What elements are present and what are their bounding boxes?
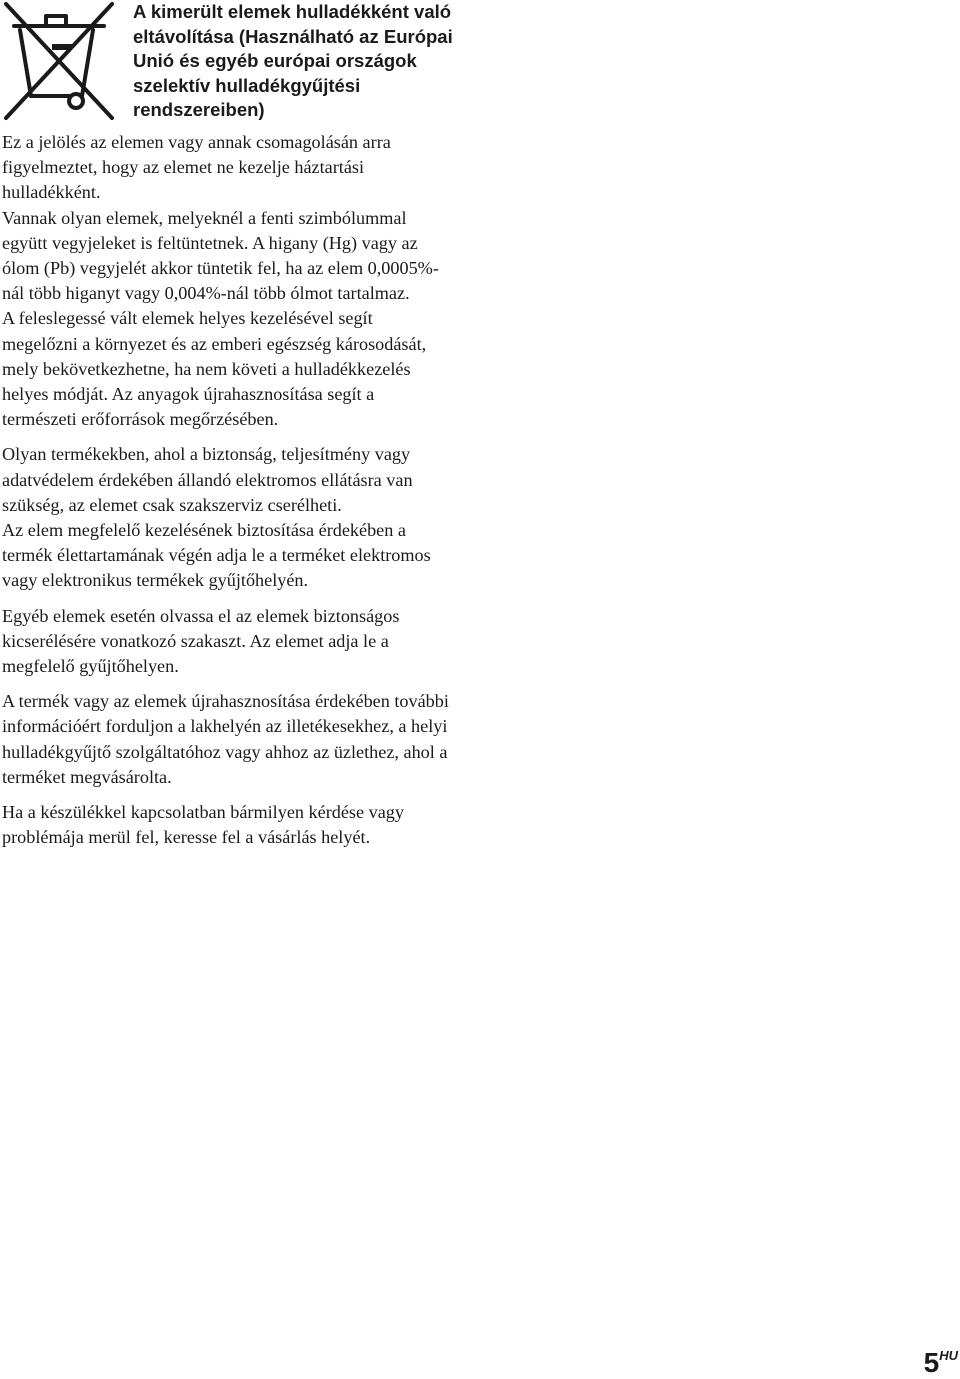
page-language-code: HU <box>939 1348 958 1363</box>
paragraph-chemical-symbols: Vannak olyan elemek, melyeknél a fenti szimbólummal együtt vegyjeleket is feltüntetnek. A higany (Hg) vagy az ólom (Pb) vegyjelét akkor tüntetik fel, ha az elem 0,0005%-nál több higanyt vagy 0,004%-nál több ólmot tartalmaz. <box>2 207 439 304</box>
page-number-value: 5 <box>923 1347 940 1378</box>
paragraph-marking: Ez a jelölés az elemen vagy annak csomagolásán arra figyelmeztet, hogy az elemet ne kezelje háztartási hulladékként. <box>2 132 391 203</box>
page-number <box>924 1349 958 1377</box>
paragraph-other-batteries: Egyéb elemek esetén olvassa el az elemek biztonságos kicserélésére vonatkozó szakaszt. Az elemet adja le a megfelelő gyűjtőhelyen. <box>2 605 400 677</box>
section-heading: A kimerült elemek hulladékként való eltávolítása (Használható az Európai Unió és egyéb európai országok szelektív hulladékgyűjtési rendszereiben) <box>133 1 453 120</box>
paragraph-collection-point: Az elem megfelelő kezelésének biztosítása érdekében a termék élettartamának végén adja le a terméket elektromos vagy elektronikus termékek gyűjtőhelyén. <box>2 520 431 591</box>
crossed-out-wheelie-bin-icon <box>0 0 118 122</box>
paragraph-questions: Ha a készülékkel kapcsolatban bármilyen kérdése vagy problémája merül fel, keresse fel a vásárlás helyét. <box>2 802 404 848</box>
body-text <box>2 130 452 850</box>
paragraph-proper-disposal: A feleslegessé vált elemek helyes kezelésével segít megelőzni a környezet és az emberi egészség károsodását, mely bekövetkezhetne, ha nem követi a hulladékkezelés helyes módját. Az anyagok újrahasznosítása segít a természeti erőforrások megőrzésében. <box>2 308 427 430</box>
paragraph-service-replacement: Olyan termékekben, ahol a biztonság, teljesítmény vagy adatvédelem érdekében állandó elektromos ellátásra van szükség, az elemet csak szakszerviz cserélheti. <box>2 444 413 515</box>
paragraph-recycling-info: A termék vagy az elemek újrahasznosítása érdekében további információért forduljon a lakhelyén az illetékesekhez, a helyi hulladékgyűjtő szolgáltatóhoz vagy ahhoz az üzlethez, ahol a terméket megvásárolta. <box>2 691 449 787</box>
